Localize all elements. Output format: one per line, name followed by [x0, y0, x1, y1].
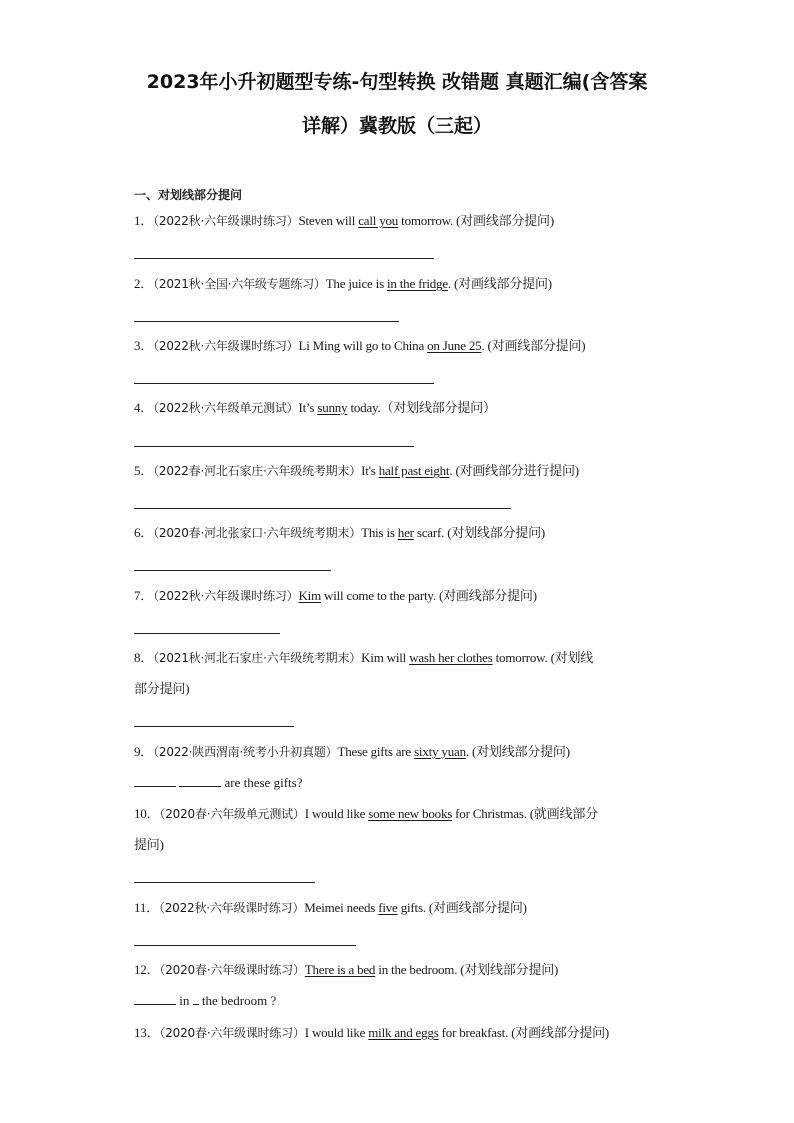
- answer-line-8[interactable]: [134, 726, 294, 727]
- question-13: 13．（2020春·六年级课时练习）I would like milk and eggs for breakfast. (对画线部分提问): [134, 1025, 610, 1040]
- question-6: 6．（2020春·河北张家口·六年级统考期末）This is her scarf. (对划线部分提问): [134, 525, 546, 540]
- question-11: 11．（2022秋·六年级课时练习）Meimei needs five gifts. (对画线部分提问): [134, 900, 527, 915]
- answer-blanks-12: in the bedroom ?: [134, 992, 276, 1009]
- blank-12b[interactable]: [193, 992, 199, 1005]
- answer-line-3[interactable]: [134, 383, 434, 384]
- answer-blanks-9: are these gifts?: [134, 774, 302, 791]
- blank-9b[interactable]: [179, 774, 221, 787]
- question-12: 12．（2020春·六年级课时练习）There is a bed in the bedroom. (对划线部分提问): [134, 962, 559, 977]
- section-heading: 一、对划线部分提问: [134, 188, 243, 202]
- question-9: 9．（2022·陕西渭南·统考小升初真题）These gifts are sixty yuan. (对划线部分提问): [134, 744, 570, 759]
- answer-line-2[interactable]: [134, 321, 399, 322]
- answer-line-7[interactable]: [134, 633, 280, 634]
- doc-title-line1: 2023年小升初题型专练-句型转换 改错题 真题汇编(含答案: [146, 71, 648, 93]
- question-8-continued: 部分提问): [134, 681, 190, 696]
- question-8: 8．（2021秋·河北石家庄·六年级统考期末）Kim will wash her clothes tomorrow. (对划线: [134, 650, 594, 665]
- question-4: 4．（2022秋·六年级单元测试）It’s sunny today.（对划线部分提问）: [134, 400, 496, 415]
- question-3: 3．（2022秋·六年级课时练习）Li Ming will go to China on June 25. (对画线部分提问): [134, 338, 586, 353]
- question-1: 1．（2022秋·六年级课时练习）Steven will call you tomorrow. (对画线部分提问): [134, 213, 554, 228]
- answer-line-10[interactable]: [134, 882, 315, 883]
- answer-line-4[interactable]: [134, 446, 414, 447]
- answer-line-5[interactable]: [134, 508, 511, 509]
- answer-line-6[interactable]: [134, 570, 331, 571]
- answer-line-11[interactable]: [134, 945, 356, 946]
- question-10: 10．（2020春·六年级单元测试）I would like some new books for Christmas. (就画线部分: [134, 806, 598, 821]
- question-5: 5．（2022春·河北石家庄·六年级统考期末）It's half past eight. (对画线部分进行提问): [134, 463, 579, 478]
- blank-9a[interactable]: [134, 774, 176, 787]
- answer-line-1[interactable]: [134, 258, 434, 259]
- blank-12a[interactable]: [134, 992, 176, 1005]
- question-2: 2．（2021秋·全国·六年级专题练习）The juice is in the fridge. (对画线部分提问): [134, 276, 552, 291]
- question-7: 7．（2022秋·六年级课时练习）Kim will come to the party. (对画线部分提问): [134, 588, 537, 603]
- question-10-continued: 提问): [134, 837, 164, 852]
- doc-title-line2: 详解）冀教版（三起）: [301, 115, 492, 137]
